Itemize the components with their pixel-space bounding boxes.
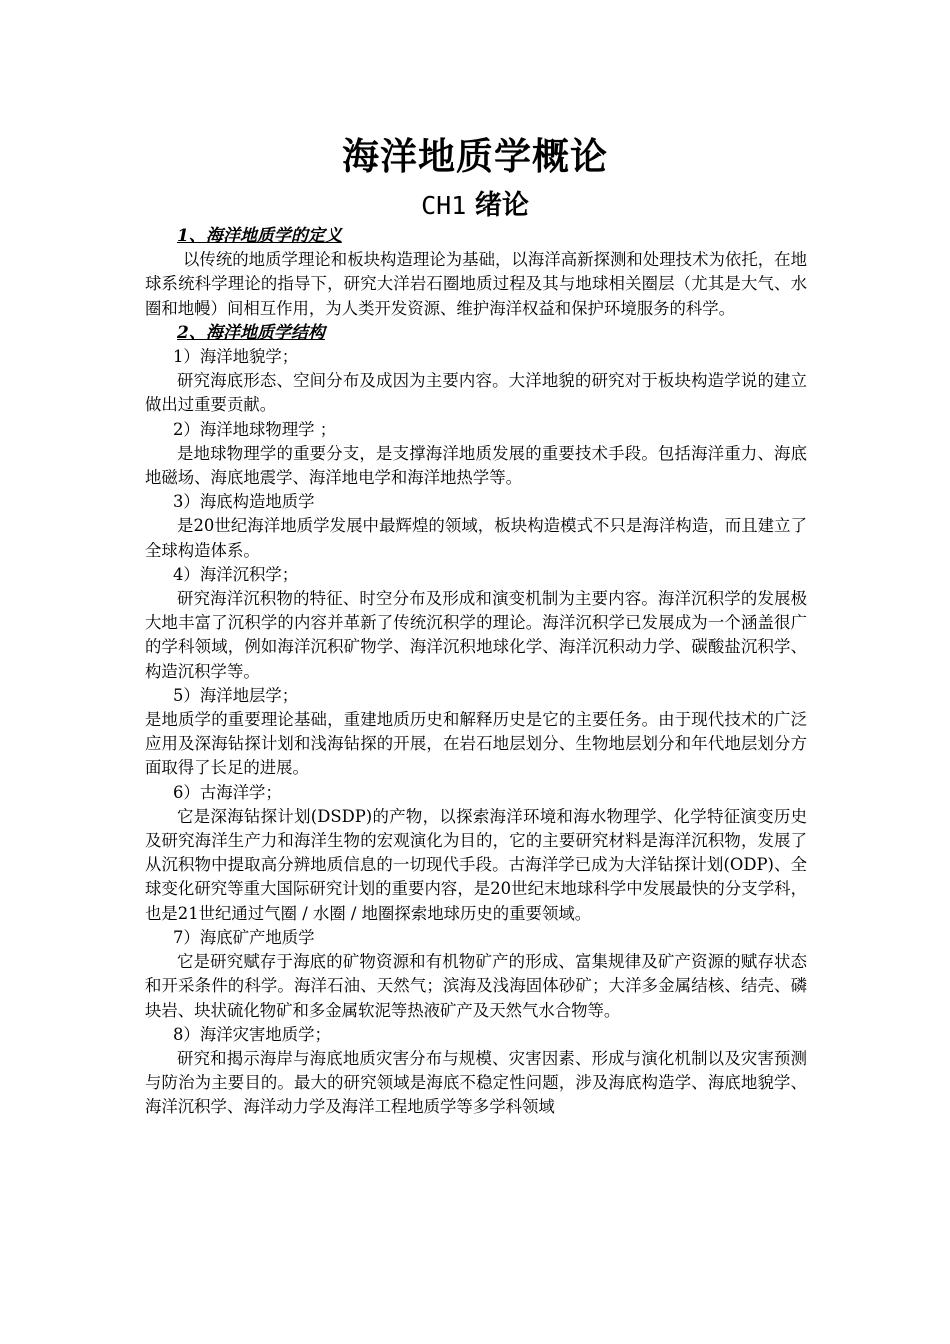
chapter-name: 绪论 <box>474 190 529 221</box>
item-text: 研究海洋沉积物的特征、时空分布及形成和演变机制为主要内容。海洋沉积学的发展极大地丰富了沉积学的内容并革新了传统沉积学的理论。海洋沉积学已发展成为一个涵盖很广的学科领域，例如海洋沉积矿物学、海洋沉积地球化学、海洋沉积动力学、碳酸盐沉积学、构造沉积学等。 <box>145 589 807 681</box>
chapter-heading <box>0 183 950 222</box>
item-text: 它是深海钻探计划(DSDP)的产物，以探索海洋环境和海水物理学、化学特征演变历史及研究海洋生产力和海洋生物的宏观演化为目的，它的主要研究材料是海洋沉积物，发展了从沉积物中提取高分辨地质信息的一切现代手段。古海洋学已成为大洋钻探计划(ODP)、全球变化研究等重大国际研究计划的重要内容，是20世纪末地球科学中发展最快的分支学科，也是21世纪通过气圈 / 水圈 / 地圈探索地球历史的重要领域。 <box>145 806 807 923</box>
section-heading-definition: 1、海洋地质学的定义 <box>177 226 342 246</box>
item-text: 是20世纪海洋地质学发展中最辉煌的领域，板块构造模式不只是海洋构造，而且建立了全球构造体系。 <box>145 516 807 560</box>
item-title: 5）海洋地层学； <box>173 685 299 705</box>
item-title: 3）海底构造地质学 <box>173 492 315 512</box>
item-title: 8）海洋灾害地质学； <box>173 1024 331 1044</box>
item-text: 研究海底形态、空间分布及成因为主要内容。大洋地貌的研究对于板块构造学说的建立做出过重要贡献。 <box>145 371 807 415</box>
definition-paragraph: 以传统的地质学理论和板块构造理论为基础，以海洋高新探测和处理技术为依托，在地球系统科学理论的指导下，研究大洋岩石圈地质过程及其与地球相关圈层（尤其是大气、水圈和地幔）间相互作用，为人类开发资源、维护海洋权益和保护环境服务的科学。 <box>145 250 807 318</box>
document-title: 海洋地质学概论 <box>342 134 608 178</box>
chapter-code: CH1 <box>421 191 467 220</box>
item-text: 是地质学的重要理论基础，重建地质历史和解释历史是它的主要任务。由于现代技术的广泛应用及深海钻探计划和浅海钻探的开展，在岩石地层划分、生物地层划分和年代地层划分方面取得了长足的进展。 <box>145 710 807 778</box>
item-text: 研究和揭示海岸与海底地质灾害分布与规模、灾害因素、形成与演化机制以及灾害预测与防治为主要目的。最大的研究领域是海底不稳定性问题，涉及海底构造学、海底地貌学、海洋沉积学、海洋动力学及海洋工程地质学等多学科领域 <box>145 1048 807 1117</box>
document-body <box>145 224 807 1120</box>
item-title: 6）古海洋学； <box>173 782 282 802</box>
item-title: 4）海洋沉积学； <box>173 564 299 584</box>
item-text: 是地球物理学的重要分支，是支撑海洋地质发展的重要技术手段。包括海洋重力、海底地磁场、海底地震学、海洋地电学和海洋地热学等。 <box>145 443 807 488</box>
item-title: 7）海底矿产地质学 <box>173 927 315 947</box>
item-text: 它是研究赋存于海底的矿物资源和有机物矿产的形成、富集规律及矿产资源的赋存状态和开采条件的科学。海洋石油、天然气；滨海及浅海固体砂矿；大洋多金属结核、结壳、磷块岩、块状硫化物矿和多金属软泥等热液矿产及天然气水合物等。 <box>145 952 807 1020</box>
section-heading-structure: 2、海洋地质学结构 <box>177 322 325 343</box>
item-title: 1）海洋地貌学； <box>173 347 299 367</box>
item-title: 2）海洋地球物理学 ； <box>173 419 337 439</box>
